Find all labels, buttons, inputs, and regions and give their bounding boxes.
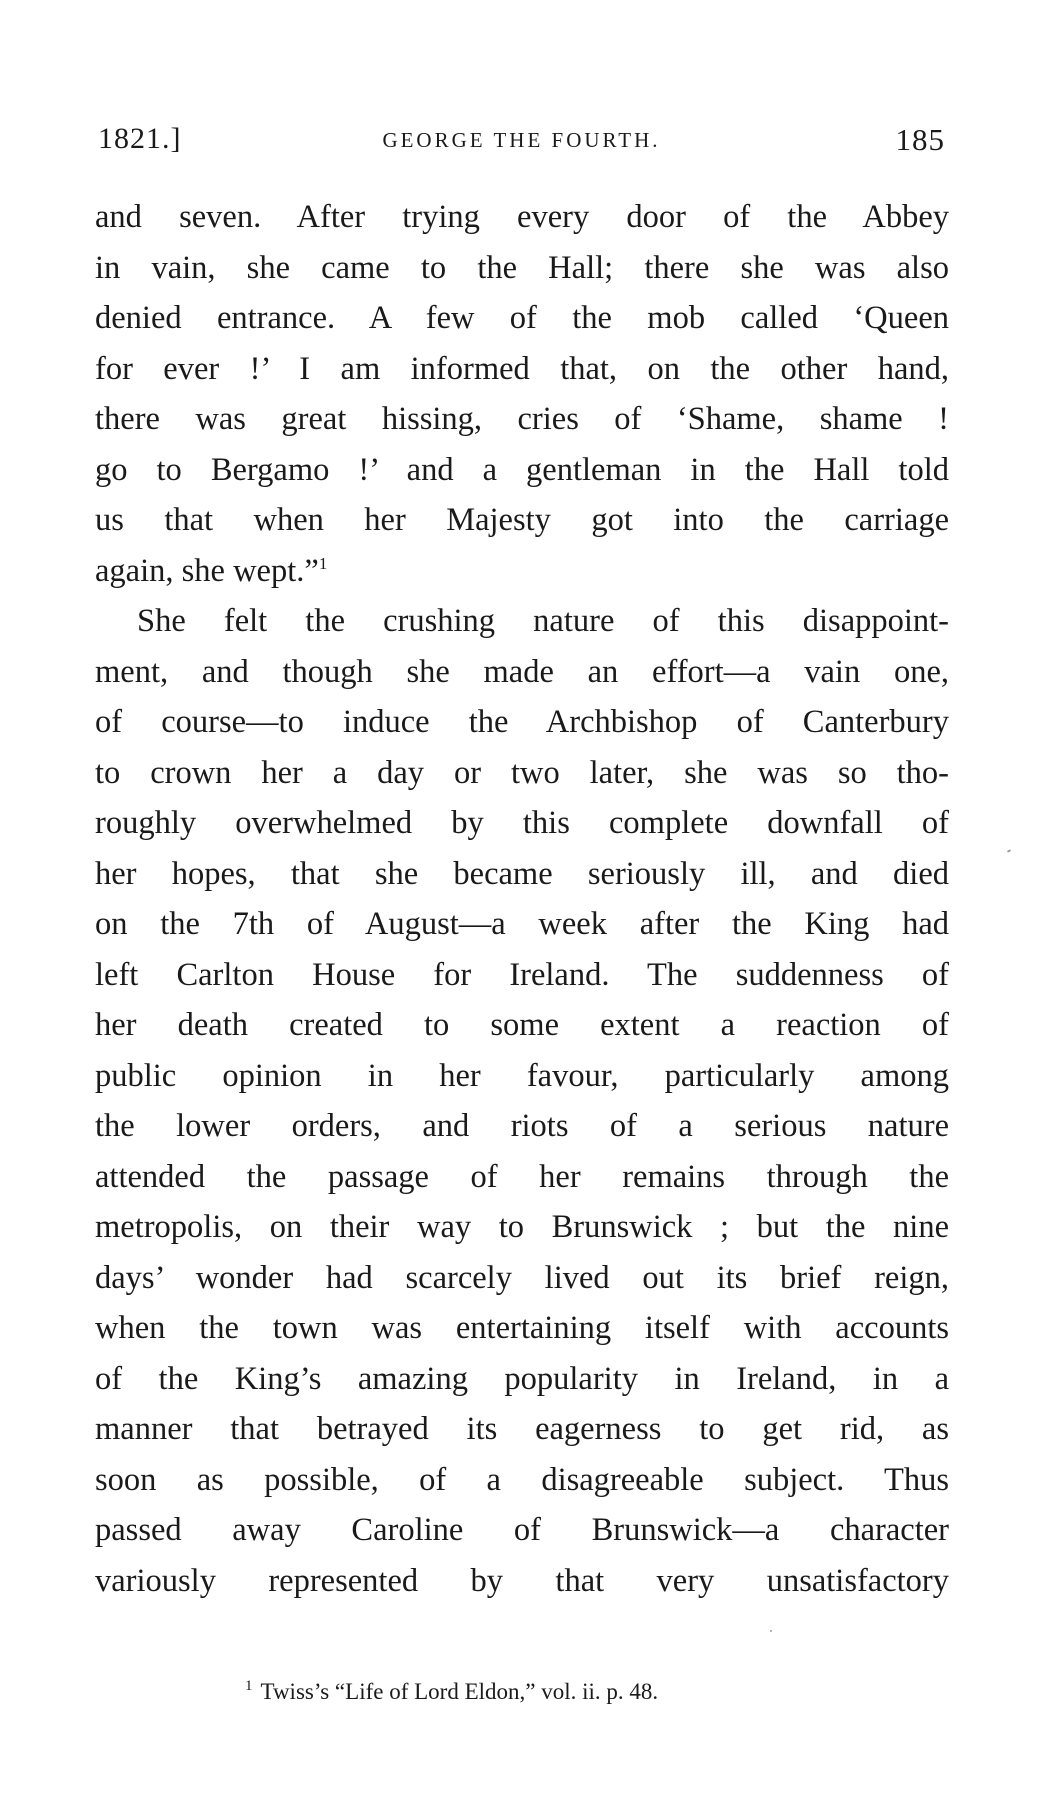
text-line-28: variously represented by that very unsatisfactory [95,1562,949,1599]
text-line-21: metropolis, on their way to Brunswick ; but the nine [95,1209,949,1245]
text-line-10: ment, and though she made an effort—a vain one, [95,653,949,690]
text-line-12: to crown her a day or two later, she was so tho- [95,754,949,791]
running-head-year: 1821.] [98,122,182,155]
text-line-15: on the 7th of August—a week after the King had [95,906,949,942]
running-head-title: GEORGE THE FOURTH. [382,128,661,152]
running-head [98,122,945,162]
footnote-number: 1 [245,1678,253,1695]
text-line-16: left Carlton House for Ireland. The suddenness of [95,956,949,993]
text-line-19: the lower orders, and riots of a serious nature [95,1108,949,1144]
text-line-22: days’ wonder had scarcely lived out its brief reign, [95,1259,949,1296]
text-line-17: her death created to some extent a reaction of [95,1007,949,1043]
text-line-20: attended the passage of her remains through the [95,1158,949,1195]
text-line-27: passed away Caroline of Brunswick—a character [95,1512,949,1548]
text-line-13: roughly overwhelmed by this complete downfall of [95,805,949,841]
text-line-9: She felt the crushing nature of this disappoint- [137,603,949,639]
footnote-text: Twiss’s “Life of Lord Eldon,” vol. ii. p. 48. [260,1679,659,1704]
text-line-4: for ever !’ I am informed that, on the other hand, [95,350,949,387]
text-line-7: us that when her Majesty got into the carriage [95,502,949,538]
footnote-reference: 1 [318,553,328,573]
text-line-26: soon as possible, of a disagreeable subject. Thus [95,1461,949,1498]
paper-speck [770,1630,772,1632]
footnote [245,1679,658,1705]
paper-speck [1007,849,1011,853]
text-line-3: denied entrance. A few of the mob called ‘Queen [95,300,949,336]
text-line-5: there was great hissing, cries of ‘Shame, shame ! [95,401,949,437]
text-line-25: manner that betrayed its eagerness to get rid, as [95,1411,949,1447]
text-line-24: of the King’s amazing popularity in Ireland, in a [95,1360,949,1397]
paragraph-end-text: again, she wept.” [95,552,319,589]
text-line-1: and seven. After trying every door of the Abbey [95,199,949,235]
text-line-6: go to Bergamo !’ and a gentleman in the Hall told [95,451,949,488]
text-line-14: her hopes, that she became seriously ill, and died [95,855,949,892]
text-line-18: public opinion in her favour, particularly among [95,1057,949,1094]
text-line-8 [95,546,949,597]
body-text [95,192,949,1606]
text-line-23: when the town was entertaining itself with accounts [95,1310,949,1346]
text-line-2: in vain, she came to the Hall; there she was also [95,249,949,286]
text-line-11: of course—to induce the Archbishop of Canterbury [95,704,949,740]
page-number: 185 [895,122,945,157]
